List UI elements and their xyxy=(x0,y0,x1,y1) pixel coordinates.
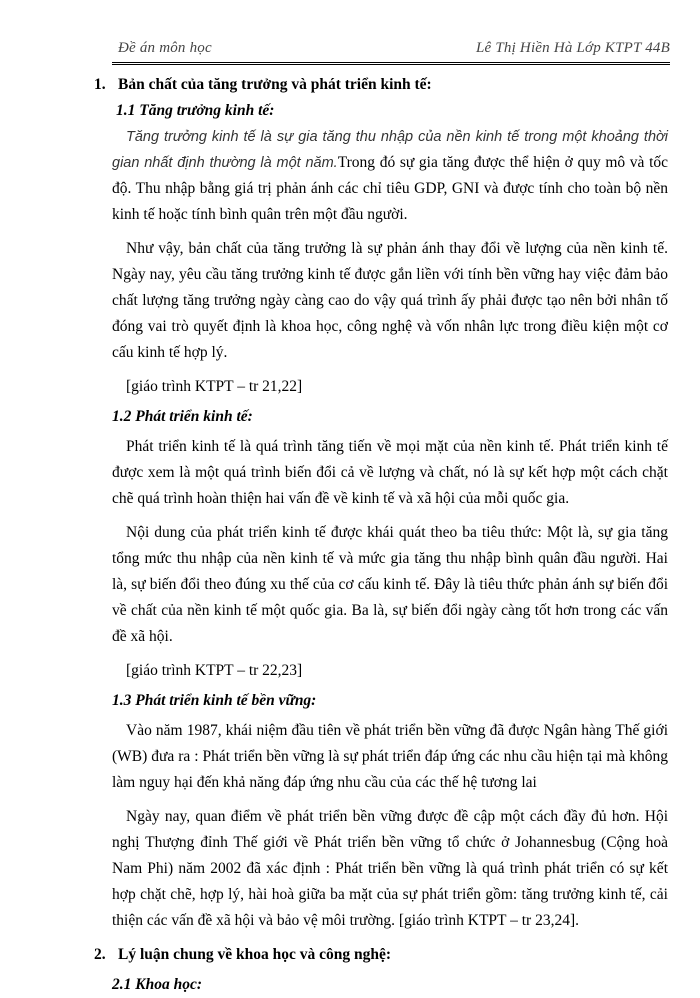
subsection-heading-1-1: 1.1 Tăng trưởng kinh tế: xyxy=(116,102,275,119)
header-author: Lê Thị Hiền Hà Lớp KTPT 44B xyxy=(476,40,670,56)
section-heading-2: 2. Lý luận chung về khoa học và công nghệ: xyxy=(94,946,392,963)
paragraph: Vào năm 1987, khái niệm đầu tiên về phát triển bền vững đã được Ngân hàng Thế giới (WB) đưa ra : Phát triển bền vững là sự phát triển đáp ứng các nhu cầu hiện tại mà không làm nguy hại đến khả năng đáp ứng nhu cầu của các thế hệ tương lai xyxy=(112,722,668,791)
paragraph: Tăng trưởng kinh tế là sự gia tăng thu nhập của nền kinh tế trong một khoảng thời gian nhất định thường là một năm.Trong đó sự gia tăng được thể hiện ở quy mô và tốc độ. Thu nhập bằng giá trị phản ánh các chỉ tiêu GDP, GNI và được tính cho toàn bộ nền kinh tế hoặc tính bình quân trên một đầu người. xyxy=(112,129,669,223)
header-course-title: Đề án môn học xyxy=(118,40,212,56)
italic-lead: Tăng trưởng kinh tế là sự gia tăng thu nhập của nền kinh tế trong một khoảng thời gian nhất định thường là một năm. xyxy=(112,129,668,171)
page-header xyxy=(112,38,670,65)
paragraph: Ngày nay, quan điểm về phát triển bền vững được đề cập một cách đầy đủ hơn. Hội nghị Thượng đỉnh Thế giới về Phát triển bền vững tổ chức ở Johannesbug (Cộng hoà Nam Phi) năm 2002 đã xác định : Phát triển bền vững là quá trình phát triển có sự kết hợp chặt chẽ, hợp lý, hài hoà giữa ba mặt của sự phát triển gồm: tăng trưởng kinh tế, cải thiện các vấn đề xã hội và bảo vệ môi trường. [giáo trình KTPT – tr 23,24]. xyxy=(112,808,668,929)
subsection-heading-1-2: 1.2 Phát triển kinh tế: xyxy=(112,408,253,425)
citation: [giáo trình KTPT – tr 22,23] xyxy=(126,662,303,679)
document-body xyxy=(94,72,669,998)
section-heading-1: 1. Bản chất của tăng trưởng và phát triển kinh tế: xyxy=(94,76,432,93)
subsection-heading-1-3: 1.3 Phát triển kinh tế bền vững: xyxy=(112,692,317,709)
paragraph: Nội dung của phát triển kinh tế được khái quát theo ba tiêu thức: Một là, sự gia tăng tổng mức thu nhập của nền kinh tế và mức gia tăng thu nhập bình quân đầu người. Hai là, sự biến đổi theo đúng xu thế của cơ cấu kinh tế. Đây là tiêu thức phản ánh sự biến đổi về chất của nền kinh tế một quốc gia. Ba là, sự biến đổi ngày càng tốt hơn trong các vấn đề xã hội. xyxy=(112,524,668,645)
citation: [giáo trình KTPT – tr 21,22] xyxy=(126,378,303,395)
paragraph: Phát triển kinh tế là quá trình tăng tiến về mọi mặt của nền kinh tế. Phát triển kinh tế được xem là một quá trình biến đổi cả về lượng và chất, nó là sự kết hợp một cách chặt chẽ quá trình hoàn thiện hai vấn đề về kinh tế và xã hội của mỗi quốc gia. xyxy=(112,438,668,507)
subsection-heading-2-1: 2.1 Khoa học: xyxy=(112,976,202,993)
paragraph: Như vậy, bản chất của tăng trưởng là sự phản ánh thay đổi về lượng của nền kinh tế. Ngày nay, yêu cầu tăng trưởng kinh tế được gắn liền với tính bền vững hay việc đảm bảo chất lượng tăng trưởng ngày càng cao do vậy quá trình ấy phải được tạo nên bởi nhân tố đóng vai trò quyết định là khoa học, công nghệ và vốn nhân lực trong điều kiện một cơ cấu kinh tế hợp lý. xyxy=(112,240,668,361)
